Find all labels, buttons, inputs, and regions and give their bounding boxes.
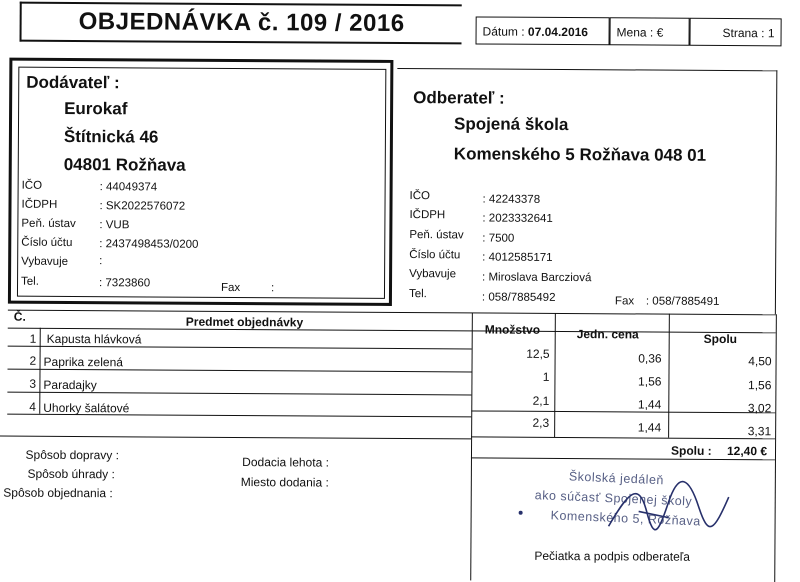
row-1-total: 4,50	[748, 354, 772, 369]
supplier-tel-value: : 7323860	[98, 277, 151, 290]
order-method-label: Spôsob objednania :	[3, 485, 113, 501]
row-2-total: 1,56	[748, 378, 772, 393]
table-bottom-line	[0, 436, 471, 440]
customer-icdph-value: : 2023332641	[482, 212, 553, 225]
supplier-city: 04801 Rožňava	[63, 154, 186, 175]
col-header-no: Č.	[13, 309, 26, 324]
currency-label: Mena :	[616, 25, 654, 40]
sum-value: 12,40 €	[726, 444, 768, 459]
currency-value: €	[656, 25, 664, 40]
date-value: 07.04.2016	[527, 24, 589, 40]
customer-fax-label: Fax	[614, 295, 635, 308]
row-4-total: 3,31	[747, 424, 772, 439]
sum-label: Spolu :	[670, 443, 712, 458]
signature-caption: Pečiatka a podpis odberateľa	[534, 548, 691, 564]
table-col-divider	[470, 312, 473, 580]
row-1-qty: 12,5	[526, 346, 550, 361]
customer-tel-label: Tel.	[408, 288, 427, 301]
table-row-line	[7, 392, 471, 396]
row-1-unit: 0,36	[638, 351, 662, 366]
row-3-item: Paradajky	[43, 377, 97, 393]
page-value: 1	[767, 26, 775, 41]
row-4-unit: 1,44	[637, 420, 662, 435]
row-3-no: 3	[29, 376, 37, 391]
stamp-line-2: ako súčasť Spojenej školy	[534, 488, 693, 509]
date-label: Dátum :	[482, 24, 525, 39]
supplier-fax-value: :	[270, 282, 275, 295]
supplier-heading: Dodávateľ :	[26, 72, 120, 93]
row-2-item: Paprika zelená	[43, 354, 123, 370]
row-4-qty: 2,3	[532, 415, 550, 430]
supplier-ico-label: IČO	[21, 179, 43, 192]
supplier-street: Štítnická 46	[63, 126, 159, 147]
supplier-handler-label: Vybavuje	[21, 255, 69, 268]
table-col-divider	[554, 313, 556, 437]
table-row-line	[8, 369, 472, 373]
row-3-qty: 2,1	[532, 393, 550, 408]
row-2-no: 2	[29, 353, 37, 368]
customer-tel-value: : 058/7885492	[481, 291, 556, 304]
transport-label: Spôsob dopravy :	[25, 447, 120, 463]
table-row-line	[8, 346, 472, 350]
currency-box	[609, 17, 689, 45]
customer-name: Spojená škola	[453, 114, 569, 135]
signature-mark	[598, 471, 738, 542]
stamp-line-3: Komenského 5, Rožňava	[550, 508, 702, 529]
supplier-bank-value: : VUB	[99, 219, 130, 232]
stamp-dot	[519, 511, 523, 515]
customer-handler-label: Vybavuje	[409, 268, 457, 281]
row-4-item: Uhorky šalátové	[43, 400, 130, 416]
customer-address: Komenského 5 Rožňava 048 01	[453, 144, 707, 165]
customer-icdph-label: IČDPH	[409, 209, 446, 222]
supplier-icdph-label: IČDPH	[21, 198, 58, 211]
customer-account-label: Číslo účtu	[409, 249, 461, 262]
supplier-tel-label: Tel.	[21, 275, 39, 288]
row-2-qty: 1	[542, 369, 550, 384]
supplier-handler-value: :	[99, 255, 103, 268]
row-4-no: 4	[29, 399, 37, 414]
customer-heading: Odberateľ :	[413, 88, 505, 108]
date-box	[476, 16, 610, 45]
supplier-fax-label: Fax	[220, 281, 241, 295]
customer-bank-value: : 7500	[482, 232, 515, 245]
col-header-total: Spolu	[703, 331, 738, 347]
supplier-bank-label: Peň. ústav	[21, 217, 76, 231]
row-1-item: Kapusta hlávková	[46, 331, 142, 347]
supplier-account-value: : 2437498453/0200	[99, 238, 199, 251]
table-col-divider	[774, 314, 777, 582]
page-box	[689, 18, 781, 47]
stamp-line-1: Školská jedáleň	[568, 469, 665, 488]
payment-label: Spôsob úhrady :	[27, 466, 115, 482]
supplier-box	[8, 58, 393, 306]
customer-handler-value: : Miroslava Barcziová	[482, 271, 592, 285]
supplier-icdph-value: : SK2022576072	[99, 200, 186, 213]
customer-account-value: : 4012585171	[482, 251, 553, 264]
row-3-total: 3,02	[747, 401, 772, 416]
col-header-qty: Množstvo	[484, 322, 541, 337]
page-label: Strana :	[722, 25, 765, 41]
delivery-term-label: Dodacia lehota :	[242, 455, 329, 470]
customer-bank-label: Peň. ústav	[409, 229, 464, 242]
customer-ico-value: : 42243378	[482, 193, 541, 206]
row-2-unit: 1,56	[638, 374, 662, 389]
supplier-account-label: Číslo účtu	[21, 236, 73, 249]
document-title: OBJEDNÁVKA č. 109 / 2016	[20, 2, 462, 45]
customer-fax-value: : 058/7885491	[645, 295, 720, 308]
supplier-name: Eurokaf	[64, 98, 128, 119]
row-3-unit: 1,44	[637, 397, 662, 412]
col-header-unit-price: Jedn. cena	[576, 327, 639, 342]
table-col-divider	[39, 328, 41, 414]
row-1-no: 1	[29, 331, 37, 346]
delivery-place-label: Miesto dodania :	[240, 475, 329, 490]
supplier-ico-value: : 44049374	[99, 181, 158, 194]
col-header-item: Predmet objednávky	[185, 314, 304, 330]
table-col-divider	[668, 314, 670, 438]
customer-ico-label: IČO	[409, 190, 431, 203]
